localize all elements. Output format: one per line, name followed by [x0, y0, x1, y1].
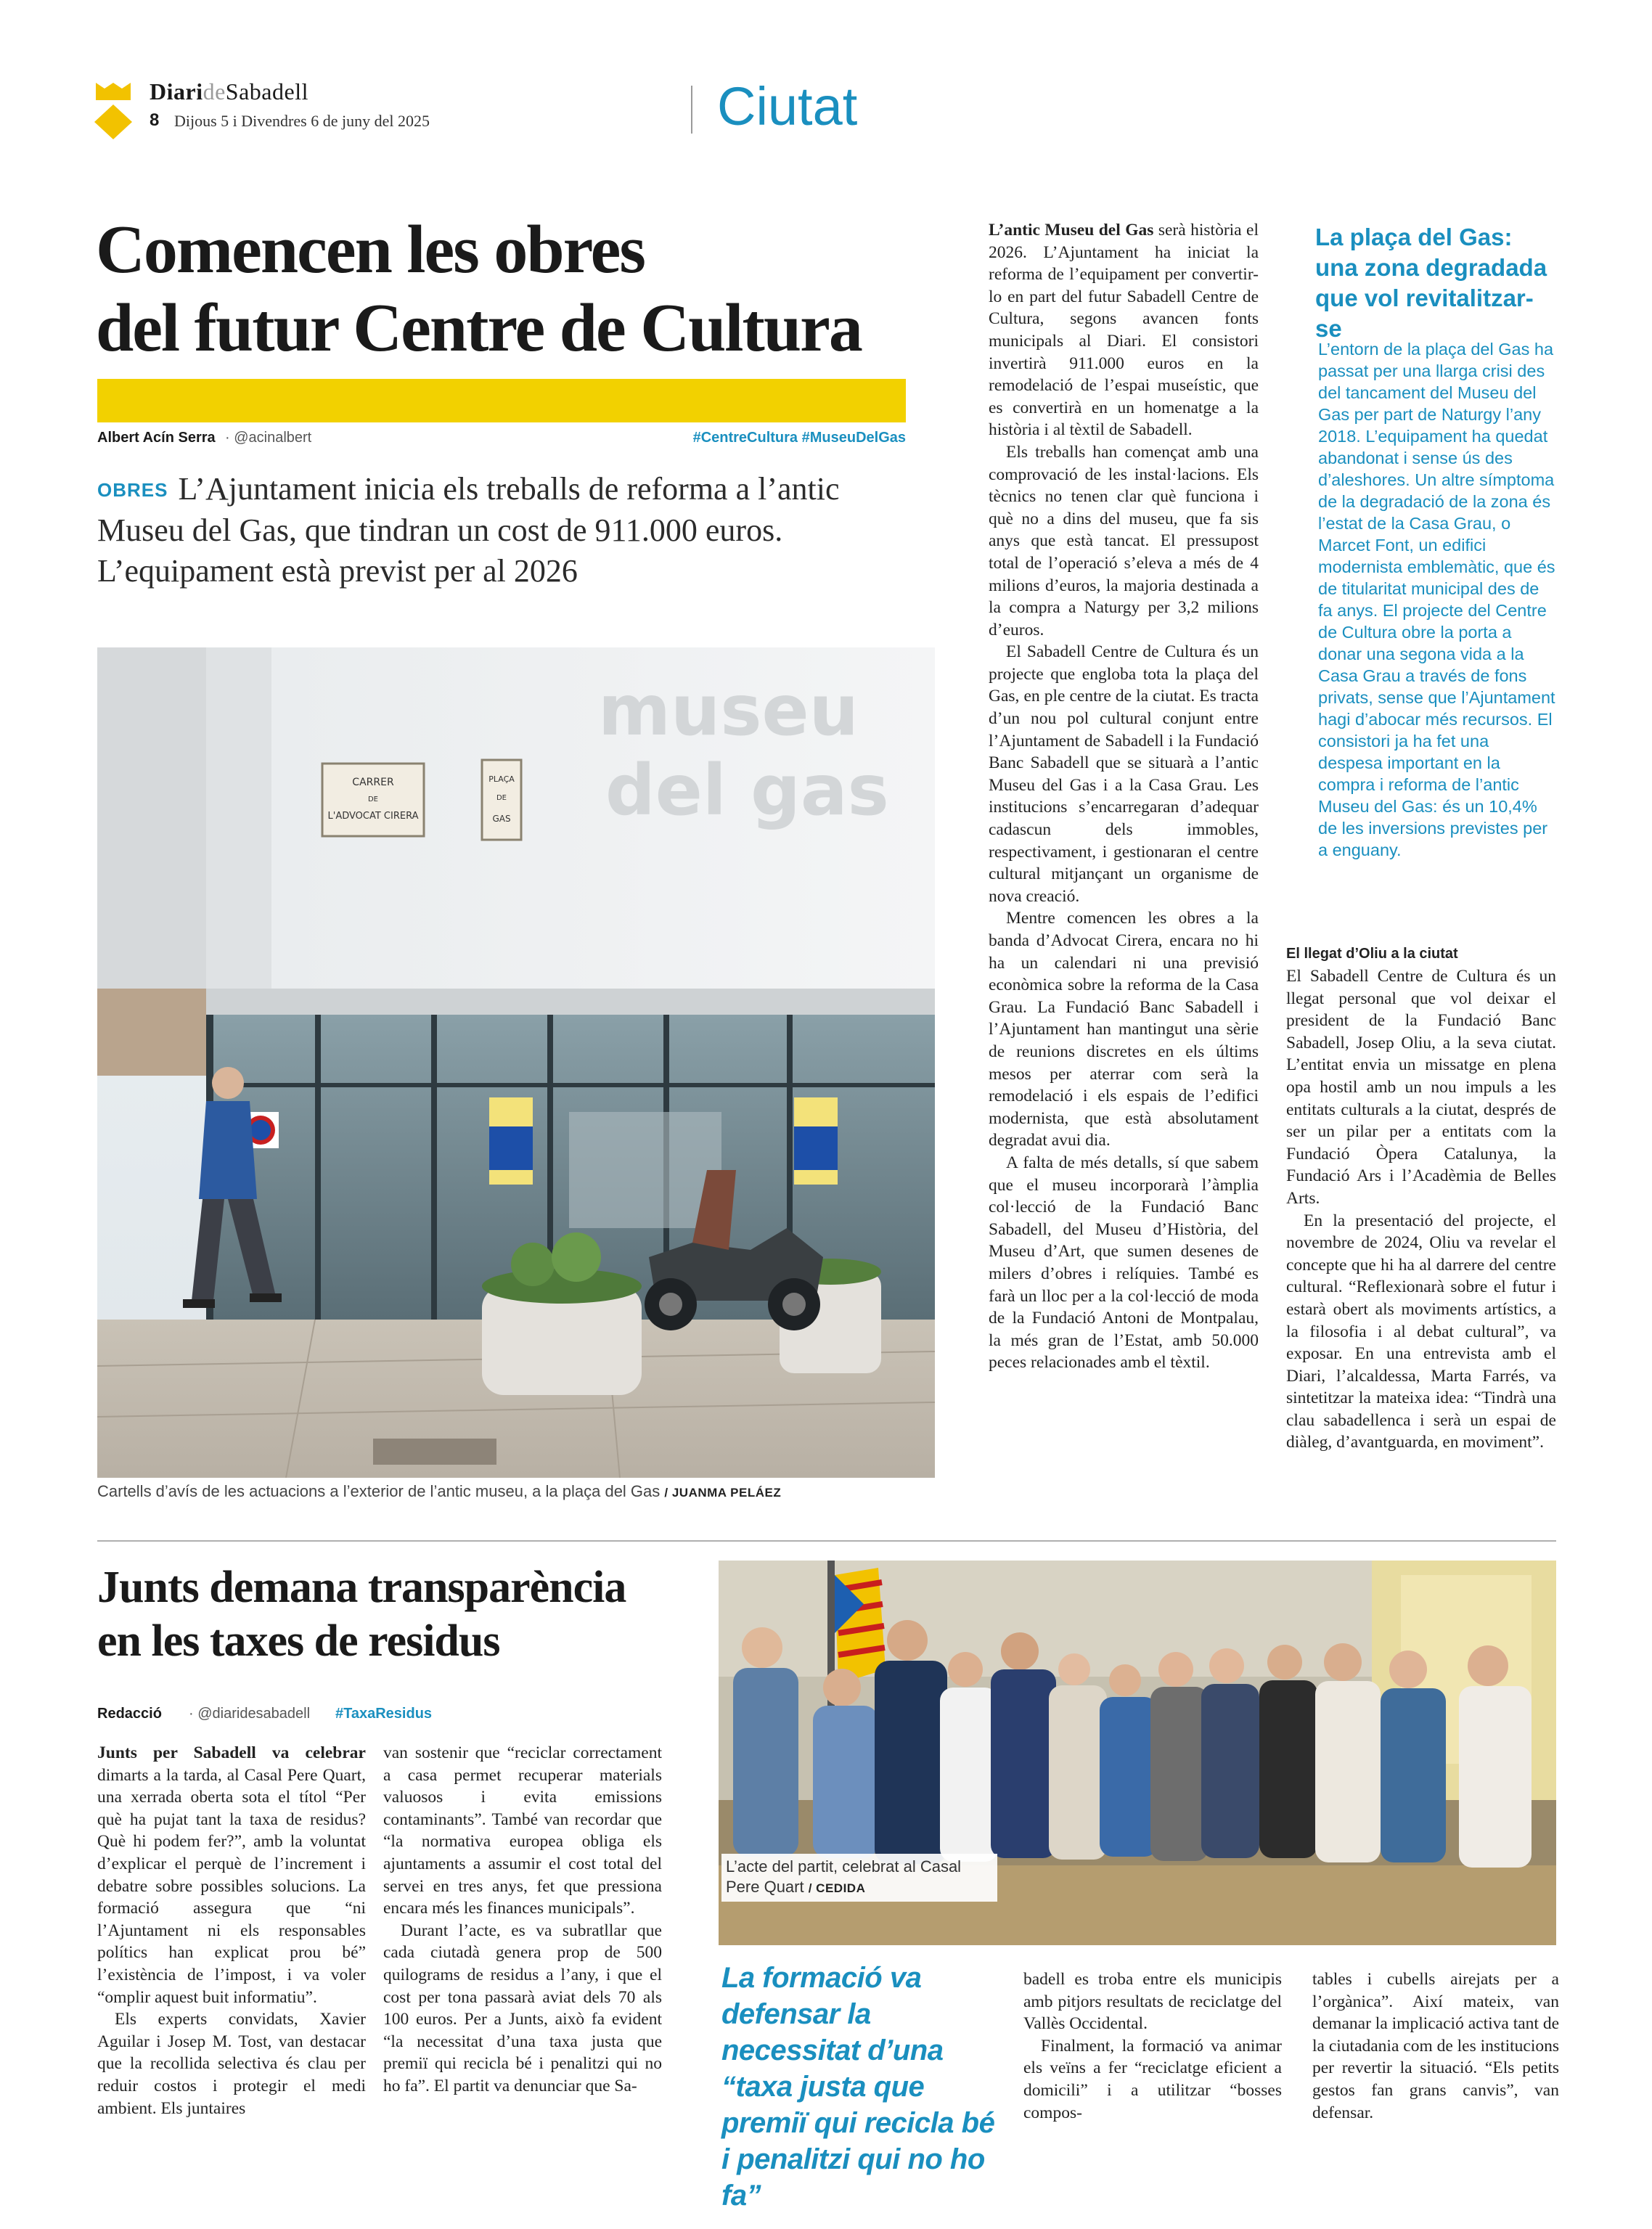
svg-text:GAS: GAS: [492, 814, 511, 824]
article2-body-column-2: [383, 1742, 662, 2098]
photo-credit: / JUANMA PELÁEZ: [664, 1486, 782, 1500]
body-paragraph: badell es troba entre els municipis amb pitjors resultats de reciclatge del Vallès Occidental.: [1023, 1970, 1282, 2034]
sidebar-title: La plaça del Gas: una zona degradada que vol revitalitzar-se: [1315, 224, 1547, 342]
svg-text:DE: DE: [367, 796, 379, 803]
body-paragraph: Durant l’acte, es va subratllar que cada ciutadà genera prop de 500 quilograms de residus a l’any, i que el cost per tona passarà aviat dels 70 als 100 euros. Per a Junts, això fa evident “la necessitat d’una taxa justa que premiï qui recicla bé i penalitzi qui no ho fa”. El partit va denunciar que Sa-: [383, 1921, 662, 2095]
svg-text:L'ADVOCAT CIRERA: L'ADVOCAT CIRERA: [327, 811, 419, 822]
photo-caption: Cartells d’avís de les actuacions a l’exterior de l’antic museu, a la plaça del Gas / JUANMA PELÁEZ: [97, 1482, 782, 1500]
body-paragraph: L’antic Museu del Gas serà història el 2026. L’Ajuntament ha iniciat la reforma de l’equipament per convertir-lo en part del futur Sabadell Centre de Cultura, segons avancen fonts municipals al Diari. El consistori invertirà 911.000 euros en la remodelació de l’espai museístic, que es convertirà en un homenatge a la història i al tèxtil de Sabadell.: [989, 221, 1259, 440]
body-paragraph: A falta de més detalls, sí que sabem que el museu incorporarà l’àmplia col·lecció de la Fundació Banc Sabadell, del Museu d’Història, del Museu d’Art, que sumen desenes de milers d’obres i relíquies. També es farà un lloc per a la col·lecció de moda de la Fundació Antoni de Montpalau, la més gran de l’Estat, amb 50.000 peces relacionades amb el tèxtil.: [989, 1153, 1259, 1373]
body-paragraph: Els experts convidats, Xavier Aguilar i Josep M. Tost, van destacar que la recollida selectiva és clau per reduir costos i protegir el medi ambient. Els juntaires: [97, 2010, 366, 2118]
body-paragraph: tables i cubells airejats per a l’orgànica”. Així mateix, van demanar la implicació activa tant de la ciutadania com de les institucions per revertir la situació. “Els petits gestos fan grans canvis”, van defensar.: [1312, 1970, 1560, 2122]
article-lead: OBRES L’Ajuntament inicia els treballs de reforma a l’antic Museu del Gas, que tindran un cost de 911.000 euros. L’equipament està previst per al 2026: [97, 471, 840, 589]
headline-highlight-bar: [97, 379, 906, 422]
article-hashtags: #CentreCultura #MuseuDelGas: [692, 430, 906, 446]
article-divider: [97, 1540, 1556, 1542]
svg-text:DE: DE: [496, 794, 507, 802]
section-divider: [691, 86, 692, 134]
article2-hashtags: #TaxaResidus: [335, 1706, 433, 1722]
museu-del-gas-photo: [97, 647, 935, 1478]
page-number: 8: [150, 110, 160, 130]
photo2-credit: / CEDIDA: [808, 1881, 866, 1895]
article2-author: Redacció: [97, 1706, 162, 1722]
paragraph-lead-in: L’antic Museu del Gas: [989, 221, 1154, 240]
article-headline: Comencen les obres del futur Centre de Cultura: [96, 212, 862, 366]
body-paragraph: Els treballs han començat amb una comprovació de les instal·lacions. Els tècnics no tenen clar què funciona i què no a dins del museu, que fa sis anys que està tancat. El pressupost total de l’operació s’eleva a més de 4 milions d’euros, la majoria destinada a la compra a Naturgy per 3,2 milions d’euros.: [989, 442, 1259, 639]
svg-text:museu: museu: [598, 670, 859, 751]
photo2-caption: L’acte del partit, celebrat al Casal Pere Quart / CEDIDA: [721, 1854, 997, 1902]
issue-date: Dijous 5 i Divendres 6 de juny del 2025: [174, 112, 430, 130]
article2-body-column-1: [97, 1742, 366, 2119]
lead-kicker: OBRES: [97, 479, 168, 501]
svg-text:PLAÇA: PLAÇA: [488, 774, 515, 784]
diari-logo-icon: [93, 81, 134, 139]
body-paragraph: Finalment, la formació va animar els veïns a fer “reciclatge eficient a domicili” i a utilitzar “bosses compos-: [1023, 2036, 1282, 2122]
article-body-column-2: [1286, 944, 1556, 1454]
svg-text:CARRER: CARRER: [352, 777, 394, 788]
article2-body-column-4: [1312, 1968, 1559, 2124]
paragraph-lead-in: Junts per Sabadell va celebrar: [97, 1743, 366, 1762]
body-paragraph: Mentre comencen les obres a la banda d’Advocat Cirera, encara no hi ha un calendari ni una previsió econòmica sobre la reforma de la Casa Grau. La Fundació Banc Sabadell i l’Ajuntament han mantingut una sèrie de reunions discretes en els últims mesos per aterrar com serà la remodelació i els espais de l’edifici modernista, que està absolutament degradat avui dia.: [989, 909, 1259, 1150]
body-paragraph: Junts per Sabadell va celebrar dimarts a la tarda, al Casal Pere Quart, una xerrada oberta sota el títol “Per què ha pujat tant la taxa de residus? Què hi podem fer?”, amb la voluntat d’explicar el perquè de l’increment i debatre sobre possibles solucions. La formació assegura que “ni l’Ajuntament ni els responsables polítics han explicat prou bé” l’existència de l’impost, i va voler “omplir aquest buit informatiu”.: [97, 1743, 366, 2007]
sidebar-text: L’entorn de la plaça del Gas ha passat per una llarga crisi des del tancament del Museu del Gas per part de Naturgy l’any 2018. L’equipament ha quedat abandonat i sense ús des d’aleshores. Un altre símptoma de la degradació de la zona és l’estat de la Casa Grau, o Marcet Font, un edifici modernista emblemàtic, que és de titularitat municipal des de fa anys. El projecte del Centre de Cultura obre la porta a donar una segona vida a la Casa Grau a través de fons privats, sense que l’Ajuntament hagi d’abocar més recursos. El consistori ja ha fet una despesa important en la compra i reforma de l’antic Museu del Gas: és un 10,4% de les inversions previstes per a enguany.: [1318, 340, 1555, 859]
body-paragraph: El Sabadell Centre de Cultura és un projecte que engloba tota la plaça del Gas, en ple centre de la ciutat. Es tracta d’un nou pol cultural conjunt entre l’Ajuntament de Sabadell i la Fundació Banc Sabadell que se situarà a l’antic Museu del Gas i a la Casa Grau. Les institucions s’encarregaran d’adequar cadascun dels immobles, respectivament, i gestionaran el centre cultural mitjançant un organisme de nova creació.: [989, 642, 1259, 906]
article2-handle: · @diaridesabadell: [189, 1706, 311, 1722]
author-name: Albert Acín Serra: [97, 430, 216, 446]
body-paragraph: van sostenir que “reciclar correctament a casa permet recuperar materials valuosos i evita emissions contaminants”. També van recordar que “la normativa europea obliga els ajuntaments a assumir el cost total del servei en tres anys, fet que pressiona encara més les finances municipals”.: [383, 1743, 662, 1918]
column-subhead: El llegat d’Oliu a la ciutat: [1286, 946, 1458, 962]
body-paragraph: El Sabadell Centre de Cultura és un llegat personal que vol deixar el president de la Fundació Banc Sabadell, Josep Oliu, a la seva ciutat. L’entitat envia un missatge en plena opa hostil amb un nou impuls a les entitats culturals a la ciutat, després de ser un pilar per a entitats com la Fundació Òpera Catalunya, la Fundació Ars i l’Acadèmia de Belles Arts.: [1286, 967, 1556, 1208]
article-body-column-1: [989, 219, 1259, 1374]
masthead-name: DiarideSabadell: [150, 78, 308, 105]
pull-quote: La formació va defensar la necessitat d’una “taxa justa que premiï qui recicla bé i penalitzi qui no ho fa”: [721, 1962, 995, 2212]
body-paragraph: En la presentació del projecte, el novembre de 2024, Oliu va revelar el concepte que hi ha al darrere del centre cultural. “Reflexionarà sobre el futur i estarà obert als moviments artístics, a la filosofia i al debat cultural”, va exposar. En una entrevista amb el Diari, l’alcaldessa, Marta Farrés, va sintetitzar la mateixa idea: “Tindrà una clau sabadellenca i serà un espai de diàleg, d’avantguarda, en moviment”.: [1286, 1211, 1556, 1452]
svg-text:del gas: del gas: [605, 750, 889, 831]
author-handle: · @acinalbert: [225, 430, 312, 446]
article2-headline: Junts demana transparència en les taxes de residus: [97, 1563, 626, 1666]
section-title: Ciutat: [717, 76, 858, 136]
article2-body-column-3: [1023, 1968, 1282, 2124]
